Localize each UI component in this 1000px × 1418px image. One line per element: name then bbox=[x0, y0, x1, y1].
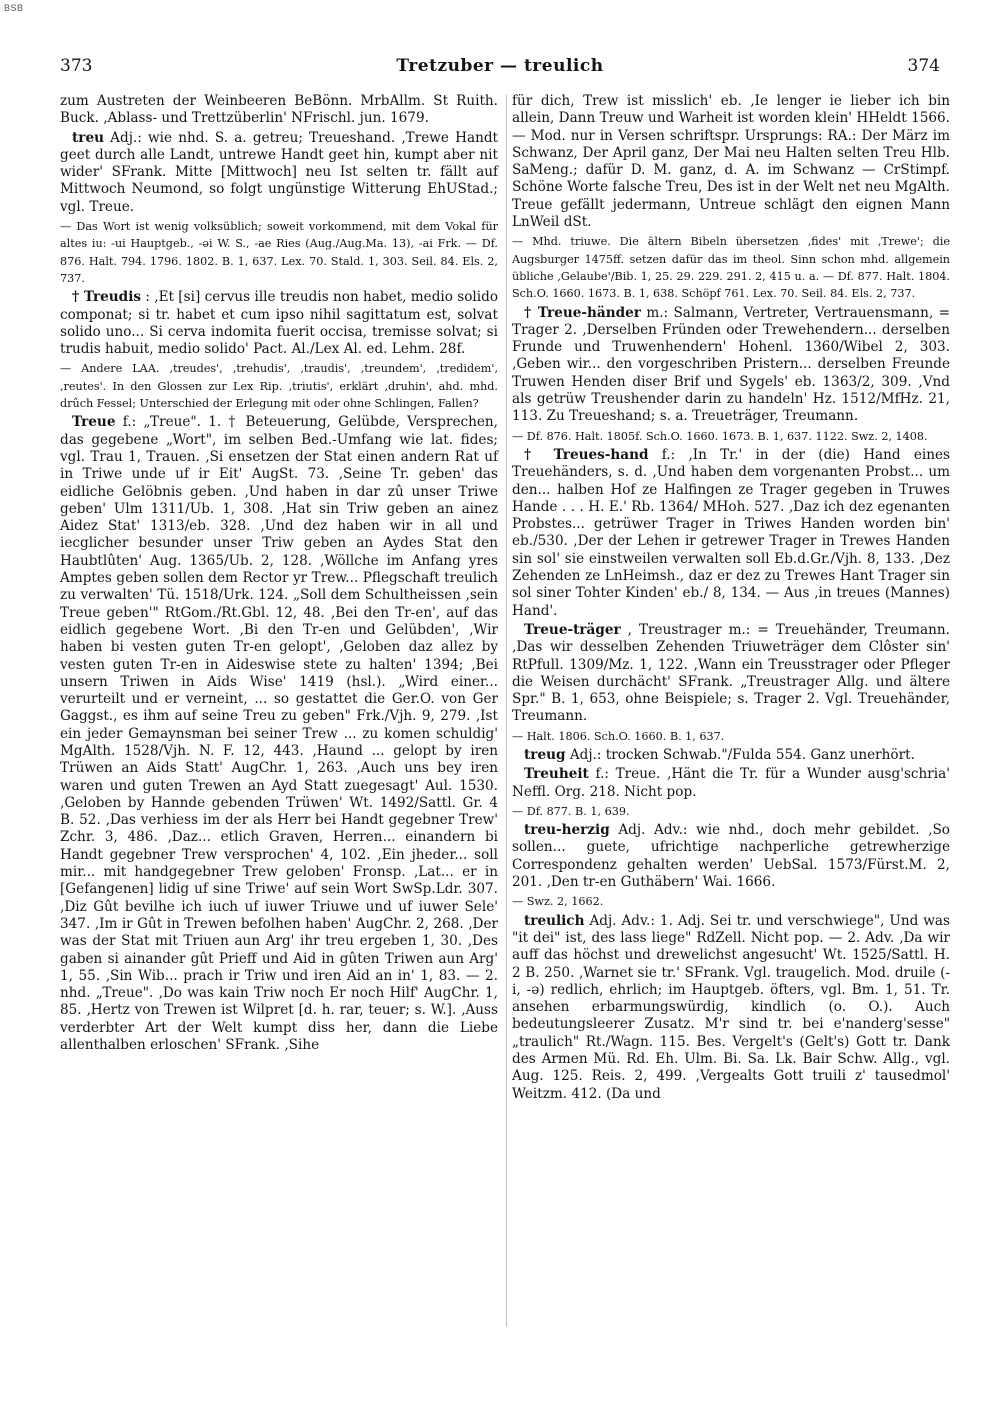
reference-note bbox=[512, 428, 950, 445]
left-column bbox=[60, 93, 498, 1056]
entry-text: — Swz. 2, 1662. bbox=[512, 895, 604, 909]
entry-text: Adj.: trocken Schwab."/Fulda 554. Ganz unerhört. bbox=[569, 746, 915, 763]
entry-text: — Df. 876. Halt. 1805f. Sch.O. 1660. 1673. B. 1, 637. 1122. Swz. 2, 1408. bbox=[512, 429, 928, 443]
column-divider bbox=[506, 95, 507, 1327]
entry-headword: treug bbox=[524, 746, 566, 763]
dictionary-entry bbox=[60, 289, 498, 358]
entry-text: — Das Wort ist wenig volksüblich; soweit vorkommend, mit dem Vokal für altes iu: -ui Hauptgeb., -əi W. S., -ae Ries (Aug./Aug.Ma. 13), -ai Frk. — Df. 876. Halt. 794. 1796. 1802. B. 1, 637. Lex. 70. Stald. 1, 303. Seil. 84. Els. 2, 737. bbox=[60, 220, 498, 285]
text-paragraph bbox=[512, 93, 950, 231]
entry-text: — Andere LAA. ‚treudes', ‚trehudis', ‚traudis', ‚treundem', ‚tredidem', ‚reutes'. In den Glossen zur Lex Rip. ‚triutis', erklärt ‚druhin', ahd. mhd. drûch Fessel; Unterschied der Erlegung mit oder ohne Schlingen, Fallen? bbox=[60, 362, 498, 411]
reference-note bbox=[60, 218, 498, 287]
reference-note bbox=[512, 728, 950, 745]
entry-headword: † Treue-händer bbox=[524, 304, 641, 321]
entry-text: f.: ‚In Tr.' in der (die) Hand eines Treuehänders, s. d. ‚Und haben dem vorgenanten Probst... um den... halben Hof ze Halfingen ze Trager gegeben in Truwes Hande . . . H. E.' Rb. 1364/ MHoh. 527. ‚Daz ich dez egenanten Probstes... getrüwer Trager in Triwes Handen worden bin' eb./530. ‚Der der Lehen ir getrewer Trager in Trewes Handen sin sol' sie einstweilen verwalten soll Eb.d.Gr./Vjh. 8, 133. ‚Dez Zehenden ze LnHeimsh., daz er dez zu Trewes Hant Trager sin sol siner Tohter Kinden' eb./ 8, 134. — Aus ‚in treues (Mannes) Hand'. bbox=[512, 446, 951, 619]
dictionary-entry bbox=[512, 447, 950, 620]
dictionary-entry bbox=[512, 766, 950, 801]
dictionary-entry bbox=[512, 747, 950, 764]
page-number-left: 373 bbox=[60, 56, 93, 76]
entry-headword: Treue bbox=[72, 414, 116, 431]
entry-text: f.: Treue. ‚Hänt die Tr. für a Wunder ausg'schria' Neffl. Org. 218. Nicht pop. bbox=[512, 766, 950, 800]
reference-note bbox=[512, 893, 950, 910]
dictionary-entry bbox=[512, 622, 950, 726]
reference-note bbox=[512, 233, 950, 302]
entry-text: zum Austreten der Weinbeeren BeBönn. MrbAllm. St Ruith. Buck. ‚Ablass- und Trettzüberlin' NFrischl. jun. 1679. bbox=[60, 93, 498, 127]
entry-text: Adj. Adv.: 1. Adj. Sei tr. und verschwiege", Und was "it dei" ist, des lass liege" RdZell. Nicht pop. — 2. Adv. ‚Da wir auff das höchst und drewelichst angesucht' Wt. 1525/Sattl. H. 2 B. 250. ‚Warnet sie tr.' SFrank. Vgl. traugelich. Mod. druile (-i, -ə) redlich, ehrlich; im Hauptgeb. öfters, vgl. Bm. 1, 51. Tr. ansehen erbarmungswürdig, kindlich (o. O.). Auch bedeutungsleerer Zusatz. M'r sind tr. bei e'nanderg'sesse" „traulich" Rt./Wagn. 115. Bes. Vergelt's (Gelt's) Gott tr. Dank des Armen Mü. Rd. Eh. Ulm. Bi. Sa. Lk. Bair Schw. Allg., vgl. Aug. 125. Reis. 2, 499. ‚Vergealts Gott truili z' tausedmol' Weitzm. 412. (Da und bbox=[512, 912, 950, 1102]
entry-headword: Treuheit bbox=[524, 766, 589, 783]
dictionary-entry bbox=[60, 130, 498, 216]
entry-text: Adj.: wie nhd. S. a. getreu; Treueshand. ‚Trewe Handt geet durch alle Landt, untrewe Handt geet hin, kumpt aber nit wider' SFrank. Mitte [Mittwoch] neu Ist selten tr. fällt auf Mittwoch Neumond, so folgt ungünstige Witterung EhUStad.; vgl. Treue. bbox=[60, 129, 498, 215]
entry-headword: † Treudis bbox=[72, 289, 142, 306]
entry-text: — Mhd. triuwe. Die ältern Bibeln übersetzen ‚fides' mit ‚Trewe'; die Augsburger 1475ff. setzen dafür das im theol. Sinn schon mhd. allgemein übliche ‚Gelaube'/Bib. 1, 25. 29. 229. 291. 2, 415 u. a. — Df. 877. Halt. 1804. Sch.O. 1660. 1673. B. 1, 638. Schöpf 761. Lex. 70. Seil. 84. Els. 2, 737. bbox=[512, 235, 950, 301]
dictionary-entry bbox=[512, 913, 950, 1103]
page-number-right: 374 bbox=[907, 56, 940, 76]
entry-text: Adj. Adv.: wie nhd., doch mehr gebildet. ‚So sollen... guete, ufrichtige nachperliche getrewherzige Correspondenz gehalten werden' UebSal. 1573/Fürst.M. 2, 201. ‚Den tr-en Guthäbern' Wai. 1666. bbox=[512, 822, 950, 891]
entry-headword: treulich bbox=[524, 912, 585, 929]
dictionary-entry bbox=[60, 414, 498, 1054]
reference-note bbox=[60, 360, 498, 412]
entry-text: — Halt. 1806. Sch.O. 1660. B. 1, 637. bbox=[512, 729, 725, 743]
entry-text: — Df. 877. B. 1, 639. bbox=[512, 804, 630, 818]
dictionary-entry bbox=[512, 305, 950, 426]
library-stamp: BSB bbox=[4, 3, 24, 13]
entry-text: , Treustrager m.: = Treuehänder, Treumann. ‚Das wir desselben Zehenden Triuweträger dem Clôster sin' RtPfull. 1309/Mz. 1, 122. ‚Wann ein Treusstrager oder Pfleger die Weisen durchächt' SFrank. „Treustrager Allg. und ältere Spr." B. 1, 653, ohne Beispiele; s. Trager 2. Vgl. Treuehänder, Treumann. bbox=[512, 621, 950, 725]
entry-headword: treu-herzig bbox=[524, 822, 610, 839]
entry-text: für dich, Trew ist misslich' eb. ‚Ie lenger ie lieber ich bin allein, Dann Treuw und Warheit ist worden klein' HHeldt 1566. — Mod. nur in Versen schriftspr. Ursprungs: RA.: Der März im Schwanz, Der April ganz, Der Mai neu Halten selten Treu Hlb. SaMeng.; dafür D. M. ganz, d. A. im Schwanz — CrStimpf. Schöne Worte falsche Treu, Des ist in der Welt net neu MgAlth. Treue gefällt jedermann, Untreue schlägt den eignen Mann LnWeil dSt. bbox=[512, 93, 950, 231]
dictionary-entry bbox=[512, 822, 950, 891]
running-header bbox=[60, 56, 940, 82]
entry-headword: Treue-träger bbox=[524, 621, 621, 638]
running-title: Tretzuber — treulich bbox=[396, 56, 604, 76]
text-paragraph bbox=[60, 93, 498, 128]
entry-text: : ‚Et [si] cervus ille treudis non habet, medio solido componat; si tr. habet et cum ipso nihil sagittatum est, solvat solido uno... Si cerva indomita fuerit occisa, tremisse solvat; si trudis habuit, medio solido' Pact. Al./Lex Al. ed. Lehm. 28f. bbox=[60, 289, 499, 358]
entry-text: m.: Salmann, Vertreter, Vertrauensmann, = Trager 2. ‚Derselben Fründen oder Trewehendern... derselben Frunde und Truwenhendern' Hohenl. 1360/Wibel 2, 303. ‚Geben wir... den vorgeschriben Pristern... derselben Freunde Truwen Henden diser Brif und Sygels' eb. 1363/2, 309. ‚Vnd als getrüw Treushender darin zu handeln' Hz. 1512/MfHz. 21, 113. Zu Treueshand; s. a. Treueträger, Treumann. bbox=[512, 304, 951, 425]
entry-headword: treu bbox=[72, 129, 104, 146]
right-column bbox=[512, 93, 950, 1105]
entry-headword: † Treues-hand bbox=[524, 446, 649, 463]
reference-note bbox=[512, 803, 950, 820]
entry-text: f.: „Treue". 1. † Beteuerung, Gelübde, Versprechen, das gegebene „Wort", im selben Bed.-Umfang wie lat. fides; vgl. Trau 1, Trauen. ‚Si ensetzen der Stat einen andern Rat uf in Triwe unde uf ir Eit' AugSt. 73. ‚Seine Tr. geben' das eidliche Gelöbnis geben. ‚Und haben in dar zû unser Triwe geben' Ulm 1311/Ub. 1, 308. ‚Hat sin Triw geben an ainez Aidez Stat' 1313/eb. 328. ‚Und dez haben wir in all und iecglicher besunder unser Triw geben an Aydes Stat den Haubtlûten' Aug. 1365/Ub. 2, 128. ‚Wöllche im Anfang yres Amptes geben sollen dem Rector yr Trew... Pflegschaft treulich zu verwalten' Tü. 1518/Urk. 124. „Soll dem Schultheissen ‚sein Treue geben'" RtGom./Rt.Gbl. 12, 48. ‚Bei den Tr-en', auf das eidlich gegebene Wort. ‚Bi den Tr-en und Gelübden', ‚Wir haben bi vesten guten Tr-en gelopt', ‚Geloben daz allez by vesten guten Tr-en in Aideswise stete zu halten' 1394; ‚Bei unsern Triwen in Aids Wise' 1419 (hsl.). „Wird einer... verurteilt und er verneint, ... so gestattet die Ger.O. von Ger Gaggst., es ihm auf seine Treu zu geben" Frk./Vjh. 9, 279. ‚Ist ein jeder Gemaynsman bei seiner Trew ... zu komen schuldig' MgAlth. 1528/Vjh. N. F. 12, 443. ‚Haund ... gelopt by iren Trüwen an Aids Statt' AugChr. 1, 263. ‚Auch uns bey iren waren und guten Trewen an Ayd Statt zuegesagt' Aul. 1530. ‚Geloben by Hannde gebenden Trüwen' Wt. 1492/Sattl. Gr. 4 B. 52. ‚Das verhiess im der als Herr bei Handt gegebner Trew' Zchr. 3, 486. ‚Daz... etlich Graven, Herren... einandern bi Handt gegebner Trew versprochen' 4, 102. ‚Ein jheder... soll mir... mit handgegebner Trew geloben' Fronsp. ‚Lat... er in [Gefangenen] lidig uf sine Triwe' auf sein Wort SwSp.Ldr. 307. ‚Diz Gût bevilhe ich iuch uf iuwer Triuwe und uf iuwer Sele' 347. ‚Im ir Gût in Trewen befolhen haben' AugChr. 2, 268. ‚Der was der Stat mit Triuen aun Arg' ihr treu ergeben 1, 30. ‚Des gaben si ainander gût Prieff und Aid in gûten Triwen aun Arg' 1, 55. ‚Sin Wib... prach ir Triw und iren Aid an in' 1, 83. — 2. nhd. „Treue". ‚Do was kain Triw noch Er noch Hilf' AugChr. 1, 85. ‚Hertz von Trewen ist Wilpret [d. h. rar, teuer; s. W.]. ‚Auss verderbter Art der Welt kumpt diss her, dann die Liebe allenthalben erloschen' SFrank. ‚Sihe bbox=[60, 414, 498, 1054]
